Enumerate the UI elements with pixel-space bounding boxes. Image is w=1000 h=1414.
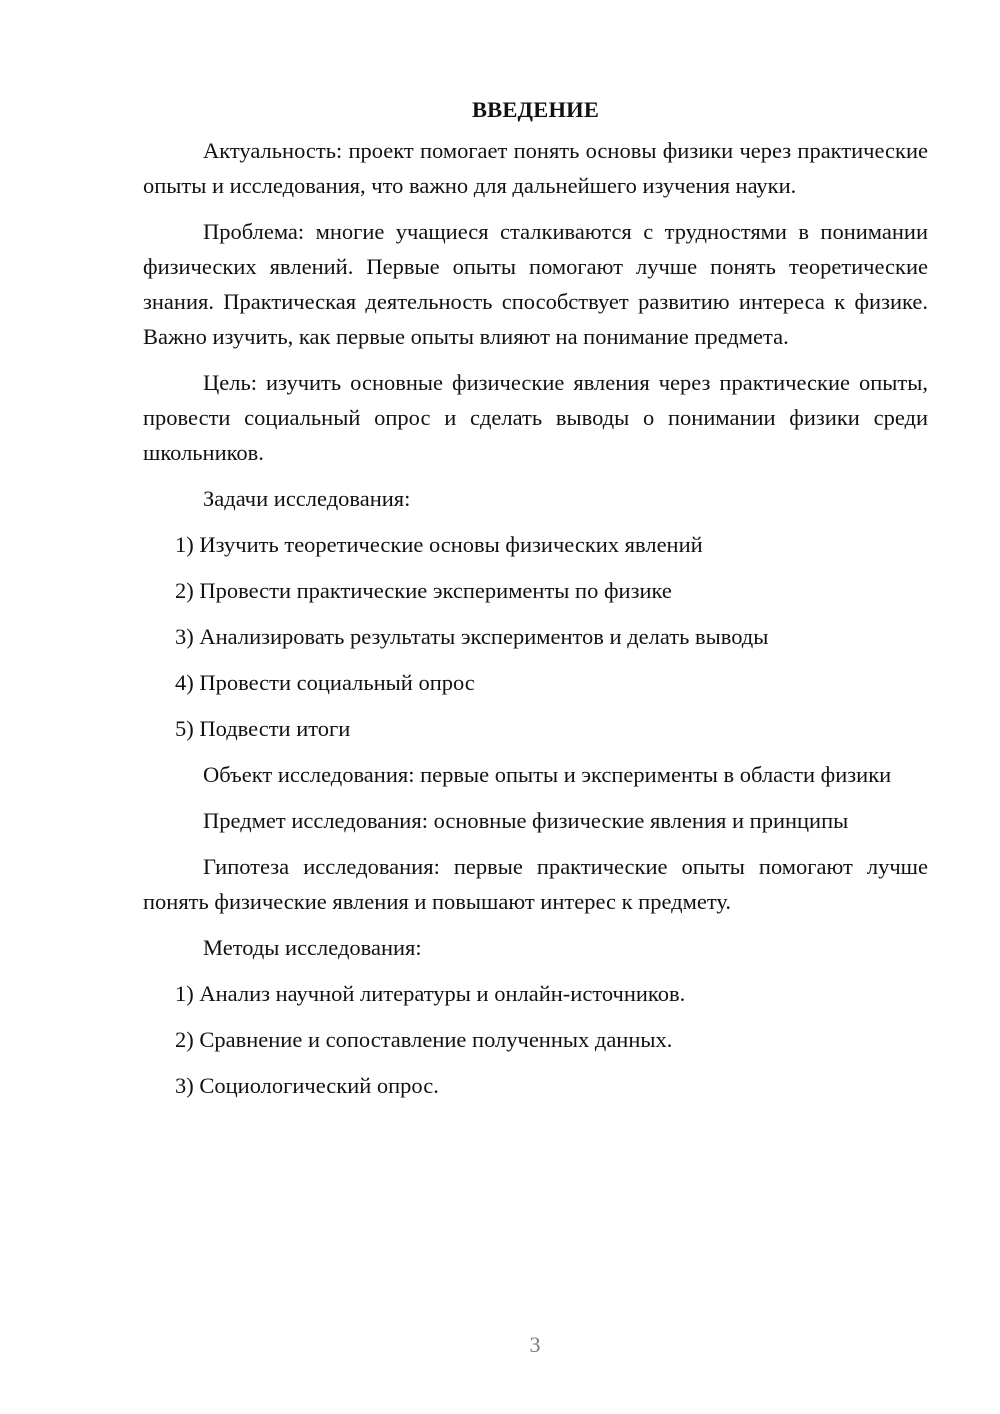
paragraph-problem: Проблема: многие учащиеся сталкиваются с трудностями в понимании физических явлений. Первые опыты помогают лучше понять теоретические знания. Практическая деятельность способствует развитию интереса к физике. Важно изучить, как первые опыты влияют на понимание предмета. (143, 219, 928, 349)
list-item-method-3: 3) Социологический опрос. (175, 1073, 439, 1098)
page-number: 3 (529, 1332, 541, 1357)
paragraph-relevance: Актуальность: проект помогает понять основы физики через практические опыты и исследования, что важно для дальнейшего изучения науки. (143, 138, 928, 198)
tasks-list (143, 527, 928, 746)
list-item-method-1: 1) Анализ научной литературы и онлайн-источников. (175, 981, 686, 1006)
methods-list (143, 976, 928, 1103)
paragraph-hypothesis: Гипотеза исследования: первые практические опыты помогают лучше понять физические явления и повышают интерес к предмету. (143, 854, 928, 914)
list-item-task-4: 4) Провести социальный опрос (175, 670, 475, 695)
list-item-task-1: 1) Изучить теоретические основы физических явлений (175, 532, 703, 557)
paragraph-subject: Предмет исследования: основные физические явления и принципы (203, 808, 849, 833)
methods-heading: Методы исследования: (203, 935, 422, 960)
list-item-task-3: 3) Анализировать результаты экспериментов и делать выводы (175, 624, 769, 649)
paragraph-goal: Цель: изучить основные физические явления через практические опыты, провести социальный опрос и сделать выводы о понимании физики среди школьников. (143, 370, 928, 465)
paragraph-object: Объект исследования: первые опыты и эксперименты в области физики (203, 762, 892, 787)
list-item-task-2: 2) Провести практические эксперименты по физике (175, 578, 672, 603)
page-title: ВВЕДЕНИЕ (471, 97, 600, 122)
document-body (143, 92, 928, 1114)
tasks-heading: Задачи исследования: (203, 486, 411, 511)
list-item-method-2: 2) Сравнение и сопоставление полученных данных. (175, 1027, 673, 1052)
list-item-task-5: 5) Подвести итоги (175, 716, 351, 741)
